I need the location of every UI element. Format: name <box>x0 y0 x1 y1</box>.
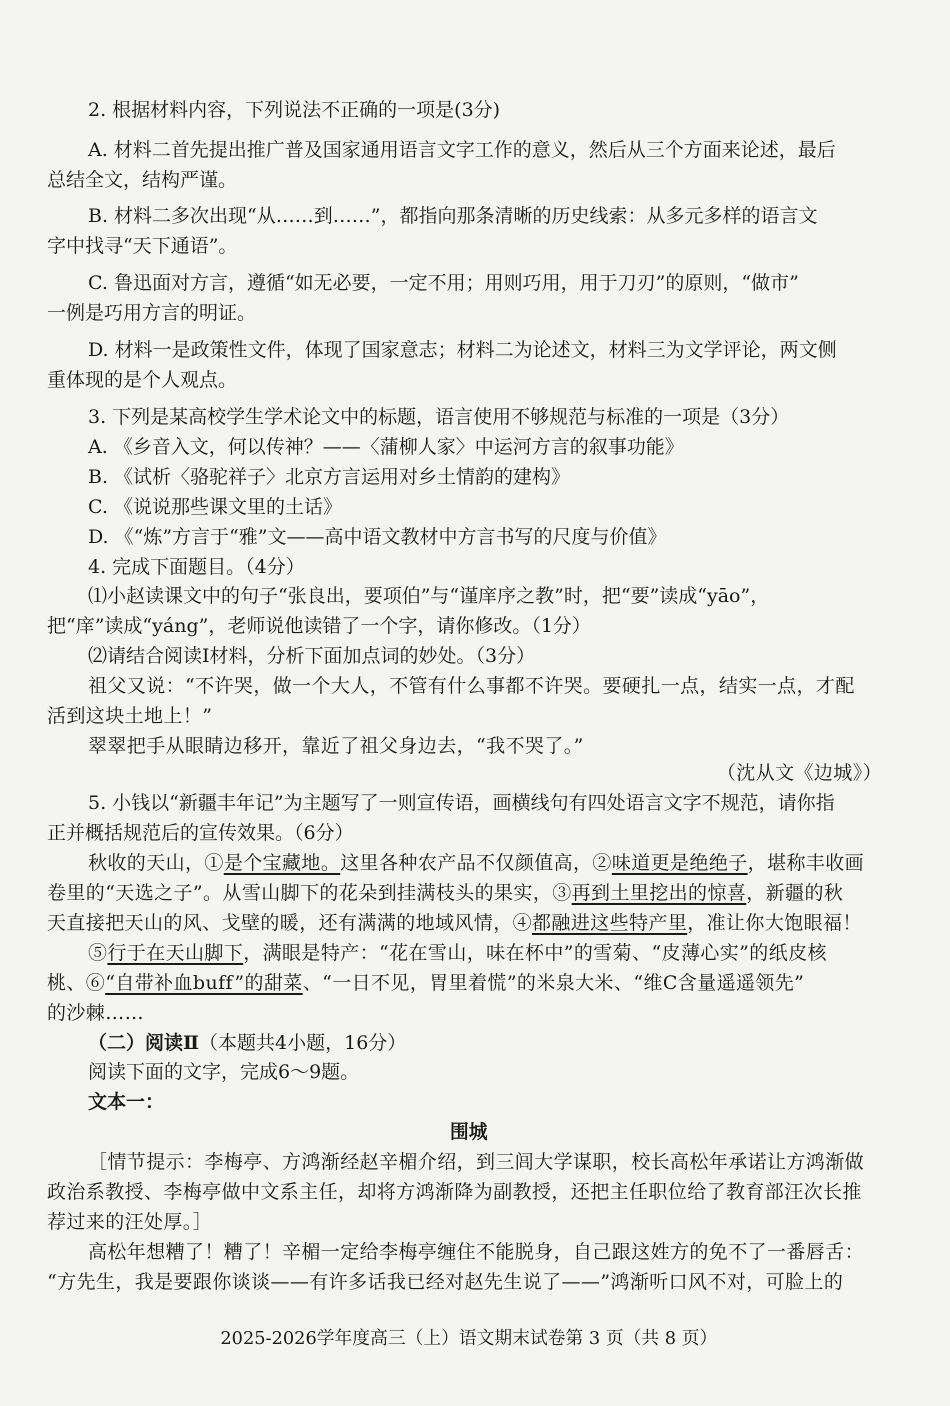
q4-stem: 4. 完成下面题目。（4分） <box>88 556 305 578</box>
q2-option-b-cont: 字中找寻“天下通语”。 <box>47 235 238 257</box>
q4-part1: ⑴小赵读课文中的句子“张良出，要项伯”与“谨庠序之教”时，把“要”读成“yāo”， <box>88 585 770 607</box>
text-one-label: 文本一： <box>88 1091 165 1113</box>
q4-part2: ⑵请结合阅读Ⅰ材料，分析下面加点词的妙处。（3分） <box>88 645 536 667</box>
q5-passage-line4: ⑤行于在天山脚下，满眼是特产：“花在雪山，味在杯中”的雪菊、“皮薄心实”的纸皮核 <box>88 942 827 964</box>
reading-instruction: 阅读下面的文字，完成6～9题。 <box>88 1061 360 1083</box>
q2-option-a: A. 材料二首先提出推广普及国家通用语言文字工作的意义，然后从三个方面来论述，最后 <box>88 139 836 161</box>
q5-passage-line6: 的沙棘…… <box>47 1002 145 1024</box>
passage-body-line1: 高松年想糟了！糟了！辛楣一定给李梅亭缠住不能脱身，自己跟这姓方的免不了一番唇舌： <box>88 1241 865 1263</box>
q2-option-c: C. 鲁迅面对方言，遵循“如无必要，一定不用；用则巧用，用于刀刃”的原则，“做市” <box>88 272 799 294</box>
underlined-sentence-2: 味道更是绝绝子 <box>611 852 748 874</box>
q2-stem: 2. 根据材料内容，下列说法不正确的一项是(3分) <box>88 99 501 121</box>
q3-option-c: C. 《说说那些课文里的土话》 <box>88 496 342 518</box>
q2-option-b: B. 材料二多次出现“从……到……”，都指向那条清晰的历史线索：从多元多样的语言文 <box>88 205 818 227</box>
q2-option-d: D. 材料一是政策性文件，体现了国家意志；材料二为论述文，材料三为文学评论，两文侧 <box>88 339 837 361</box>
q2-option-c-cont: 一例是巧用方言的明证。 <box>47 302 257 324</box>
passage-body-line2: “方先生，我是要跟你谈谈——有许多话我已经对赵先生说了——”鸿渐听口风不对，可脸上的 <box>47 1271 844 1293</box>
q4-part1-cont: 把“庠”读成“yáng”，老师说他读错了一个字，请你修改。（1分） <box>47 615 591 637</box>
underlined-sentence-6: “自带补血buff”的甜菜 <box>105 972 303 994</box>
q3-option-a: A. 《乡音入文，何以传神？——〈蒲柳人家〉中运河方言的叙事功能》 <box>88 436 684 458</box>
underlined-sentence-4: 都融进这些特产里 <box>532 912 688 934</box>
q4-quote-line2: 活到这块土地上！” <box>47 705 213 727</box>
section-heading: （二）阅读Ⅱ（本题共4小题，16分） <box>88 1032 407 1054</box>
underlined-sentence-5: 行于在天山脚下 <box>107 942 244 964</box>
plot-hint-line2: 政治系教授、李梅亭做中文系主任，却将方鸿渐降为副教授，还把主任职位给了教育部汪次长推 <box>47 1181 862 1203</box>
q5-passage-line1: 秋收的天山，①是个宝藏地。这里各种农产品不仅颜值高，②味道更是绝绝子，堪称丰收画 <box>88 852 865 874</box>
q4-source: （沈从文《边城》） <box>716 762 882 784</box>
q5-passage-line2: 卷里的“天选之子”。从雪山脚下的花朵到挂满枝头的果实，③再到土里挖出的惊喜，新疆的秋 <box>47 882 844 904</box>
underlined-sentence-3: 再到土里挖出的惊喜 <box>571 882 747 904</box>
q5-stem-cont: 正并概括规范后的宣传效果。（6分） <box>47 822 354 844</box>
q5-passage-line3: 天直接把天山的风、戈壁的暖，还有满满的地域风情，④都融进这些特产里，准让你大饱眼福！ <box>47 912 862 934</box>
q2-option-d-cont: 重体现的是个人观点。 <box>47 369 238 391</box>
q5-stem: 5. 小钱以“新疆丰年记”为主题写了一则宣传语，画横线句有四处语言文字不规范，请你指 <box>88 792 835 814</box>
underlined-sentence-1: 是个宝藏地。 <box>223 852 341 874</box>
q3-stem: 3. 下列是某高校学生学术论文中的标题，语言使用不够规范与标准的一项是（3分） <box>88 406 790 428</box>
q4-quote-line1: 祖父又说：“不许哭，做一个大人，不管有什么事都不许哭。要硬扎一点，结实一点，才配 <box>88 675 855 697</box>
plot-hint-line1: ［情节提示：李梅亭、方鸿渐经赵辛楣介绍，到三闾大学谋职，校长高松年承诺让方鸿渐做 <box>88 1151 865 1173</box>
q2-option-a-cont: 总结全文，结构严谨。 <box>47 169 238 191</box>
q4-quote-line3: 翠翠把手从眼睛边移开，靠近了祖父身边去，“我不哭了。” <box>88 735 584 757</box>
q3-option-d: D. 《“炼”方言于“雅”文——高中语文教材中方言书写的尺度与价值》 <box>88 526 667 548</box>
page-footer: 2025-2026学年度高三（上）语文期末试卷第 3 页（共 8 页） <box>220 1328 718 1349</box>
q3-option-b: B. 《试析〈骆驼祥子〉北京方言运用对乡土情韵的建构》 <box>88 466 571 488</box>
passage-title: 围城 <box>450 1121 488 1143</box>
plot-hint-line3: 荐过来的汪处厚。］ <box>47 1211 213 1233</box>
q5-passage-line5: 桃、⑥“自带补血buff”的甜菜、“一日不见，胃里着慌”的米泉大米、“维C含量遥遥领先” <box>47 972 805 994</box>
